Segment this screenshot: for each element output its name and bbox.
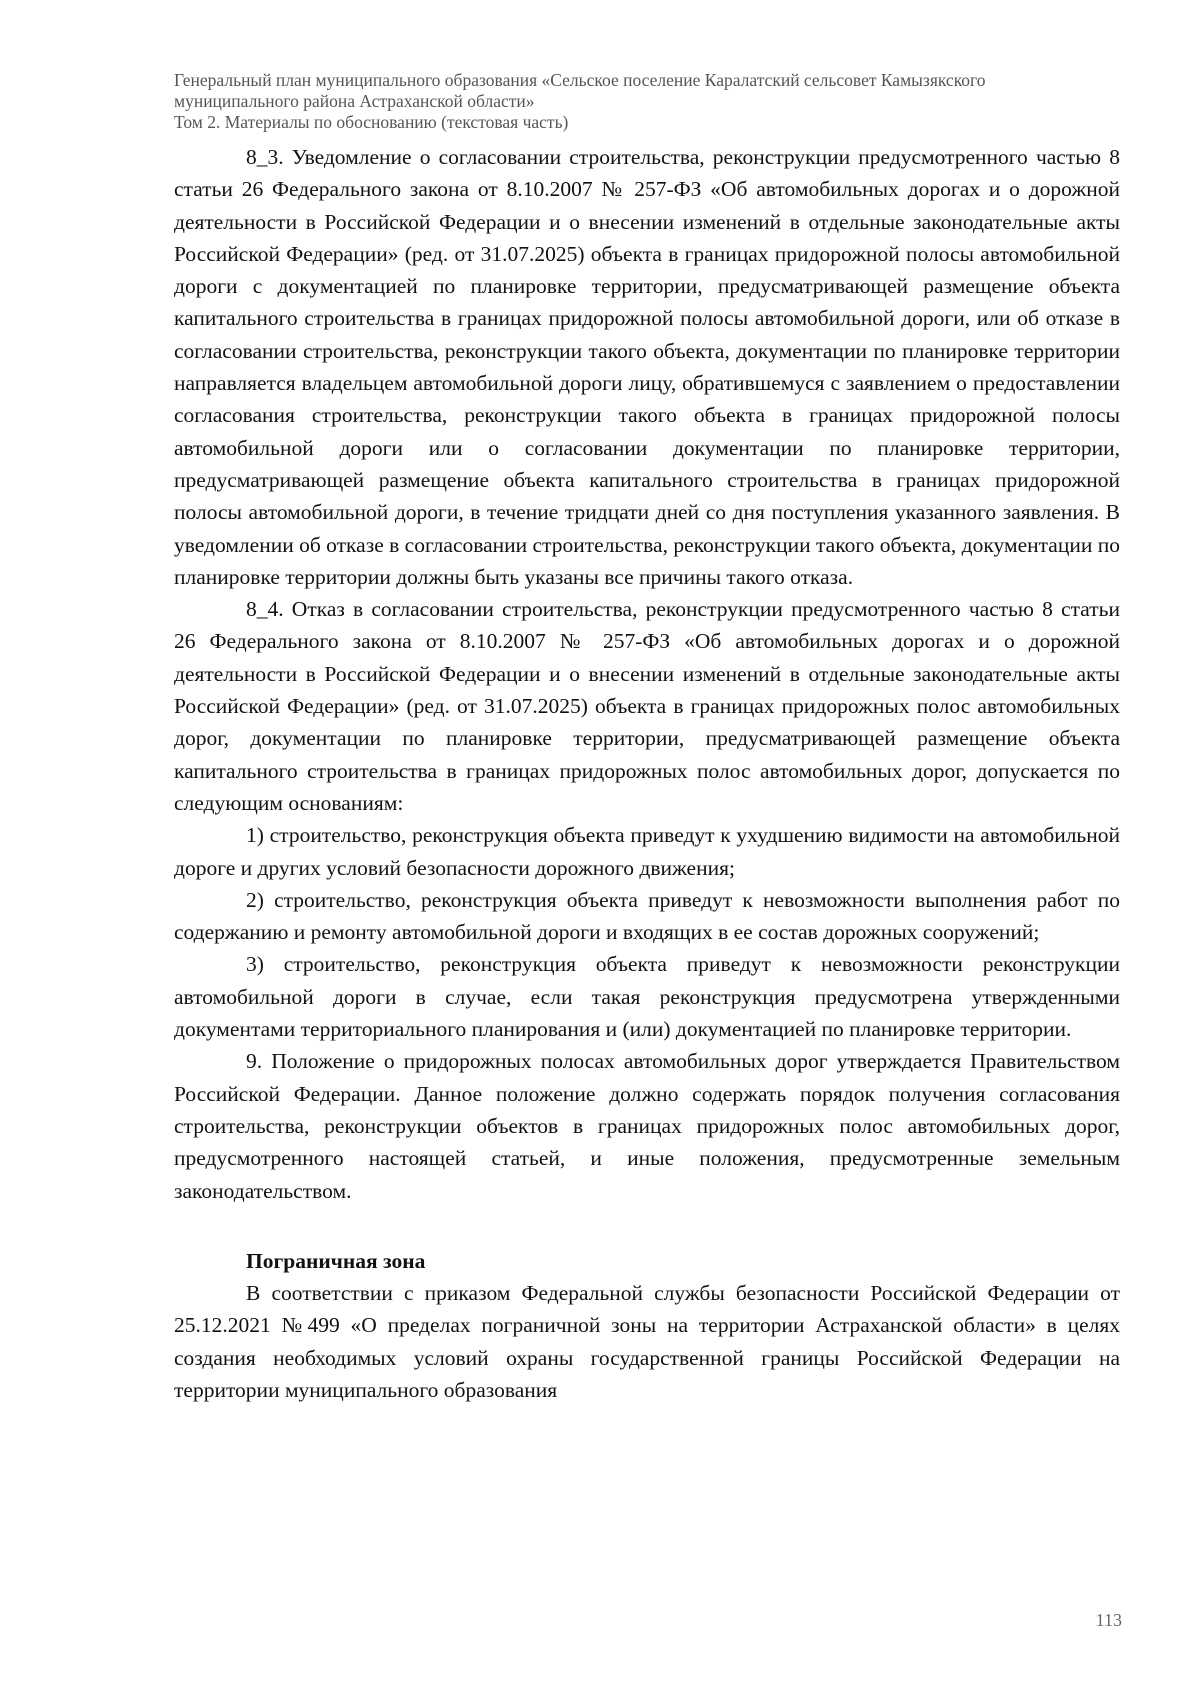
body-text	[174, 141, 1120, 1406]
list-item-2: 2) строительство, реконструкция объекта приведут к невозможности выполнения работ по содержанию и ремонту автомобильной дороги и входящих в ее состав дорожных сооружений;	[174, 887, 1120, 945]
header-line-1: Генеральный план муниципального образования «Сельское поселение Каралатский сельсовет Камызякского	[174, 70, 986, 90]
spacer	[174, 1207, 1120, 1245]
header-line-3: Том 2. Материалы по обоснованию (текстовая часть)	[174, 112, 569, 132]
paragraph-border-zone: В соответствии с приказом Федеральной службы безопасности Российской Федерации от 25.12.2021 №499 «О пределах пограничной зоны на территории Астраханской области» в целях создания необходимых условий охраны государственной границы Российской Федерации на территории муниципального образования	[174, 1281, 1120, 1402]
header-line-2: муниципального района Астраханской области»	[174, 91, 535, 111]
running-header	[174, 70, 1134, 133]
paragraph-9: 9. Положение о придорожных полосах автомобильных дорог утверждается Правительством Российской Федерации. Данное положение должно содержать порядок получения согласования строительства, реконструкции объектов в границах придорожных полос автомобильных дорог, предусмотренного настоящей статьей, и иные положения, предусмотренные земельным законодательством.	[174, 1049, 1120, 1203]
paragraph-8-4: 8_4. Отказ в согласовании строительства, реконструкции предусмотренного частью 8 статьи 26 Федерального закона от 8.10.2007 № 257-ФЗ «Об автомобильных дорогах и о дорожной деятельности в Российской Федерации и о внесении изменений в отдельные законодательные акты Российской Федерации» (ред. от 31.07.2025) объекта в границах придорожных полос автомобильных дорог, документации по планировке территории, предусматривающей размещение объекта капитального строительства в границах придорожных полос автомобильных дорог, допускается по следующим основаниям:	[174, 597, 1120, 815]
list-item-1: 1) строительство, реконструкция объекта приведут к ухудшению видимости на автомобильной дороге и других условий безопасности дорожного движения;	[174, 823, 1120, 880]
list-item-3: 3) строительство, реконструкция объекта приведут к невозможности реконструкции автомобильной дороги в случае, если такая реконструкция предусмотрена утвержденными документами территориального планирования и (или) документацией по планировке территории.	[174, 952, 1120, 1042]
page-number: 113	[1095, 1610, 1122, 1630]
section-heading: Пограничная зона	[246, 1248, 426, 1273]
paragraph-8-3: 8_3. Уведомление о согласовании строительства, реконструкции предусмотренного частью 8 статьи 26 Федерального закона от 8.10.2007 № 257-ФЗ «Об автомобильных дорогах и о дорожной деятельности в Российской Федерации и о внесении изменений в отдельные законодательные акты Российской Федерации» (ред. от 31.07.2025) объекта в границах придорожной полосы автомобильной дороги с документацией по планировке территории, предусматривающей размещение объекта капитального строительства в границах придорожной полосы автомобильной дороги, или об отказе в согласовании строительства, реконструкции такого объекта, документации по планировке территории направляется владельцем автомобильной дороги лицу, обратившемуся с заявлением о предоставлении согласования строительства, реконструкции такого объекта в границах придорожной полосы автомобильной дороги или о согласовании документации по планировке территории, предусматривающей размещение объекта капитального строительства в границах придорожной полосы автомобильной дороги, в течение тридцати дней со дня поступления указанного заявления. В уведомлении об отказе в согласовании строительства, реконструкции такого объекта, документации по планировке территории должны быть указаны все причины такого отказа.	[174, 145, 1120, 589]
